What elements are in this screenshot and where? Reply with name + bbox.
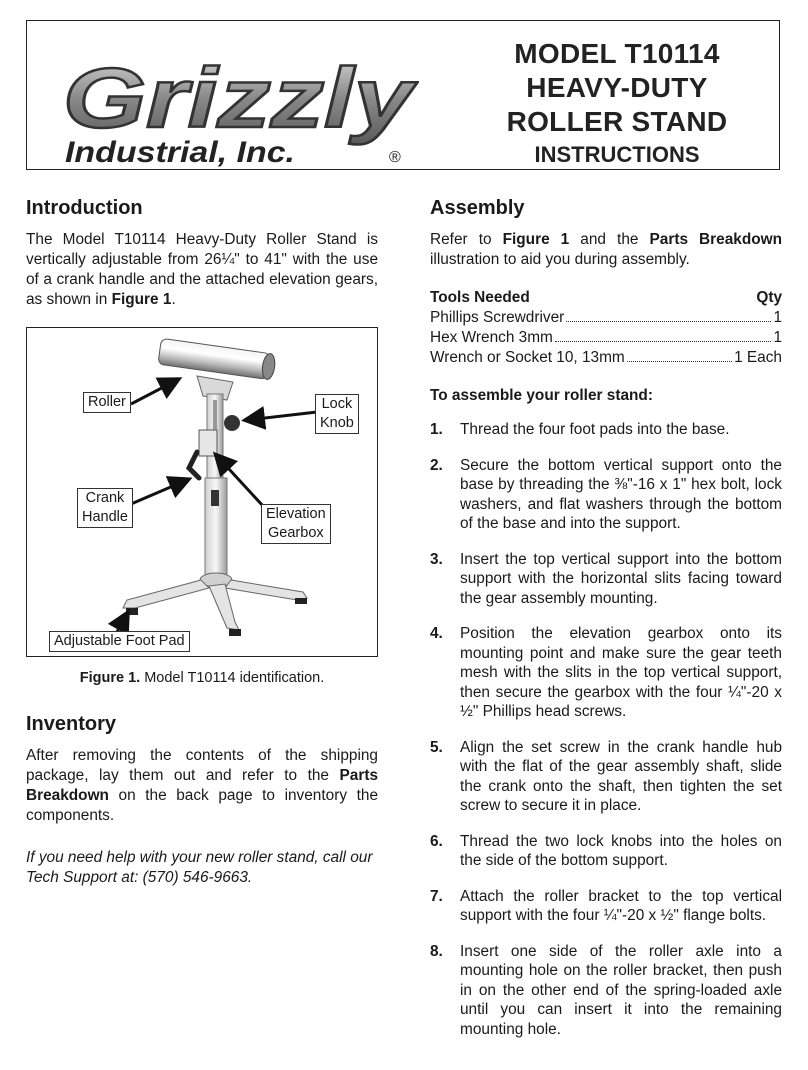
callout-roller: Roller: [83, 392, 131, 413]
inventory-text: After removing the contents of the shipping package, lay them out and refer to the Parts Breakdown on the back page to inventory the components.: [26, 747, 378, 824]
left-column: [26, 196, 378, 888]
step-item: 1. Thread the four foot pads into the base.: [430, 421, 730, 438]
instructions-label: INSTRUCTIONS: [534, 142, 700, 167]
step-item: 8. Insert one side of the roller axle into a mounting hole on the roller bracket, then push in on the other end of the spring-loaded axle until you can insert it into the remaining mounting hole.: [430, 942, 782, 1038]
logo-name: Grizzly: [63, 55, 419, 145]
tool-name: Wrench or Socket 10, 13mm: [430, 349, 625, 366]
tool-name: Hex Wrench 3mm: [430, 329, 553, 346]
logo-sub: Industrial, Inc.: [65, 136, 295, 169]
tool-row: [430, 328, 782, 348]
assemble-heading: To assemble your roller stand:: [430, 387, 653, 404]
step-item: 4. Position the elevation gearbox onto its mounting point and make sure the gear teeth mesh with the slits in the top vertical support, then secure the gearbox with the four ¼"-20 x ½" Phillips head screws.: [430, 625, 782, 720]
grizzly-logo: [59, 55, 419, 185]
tool-name: Phillips Screwdriver: [430, 309, 565, 326]
tools-table: [430, 288, 782, 368]
callout-crank-handle: Crank Handle: [77, 488, 133, 528]
callout-foot-pad: Adjustable Foot Pad: [49, 631, 190, 652]
tool-row: [430, 308, 782, 328]
tools-needed-label: Tools Needed: [430, 289, 530, 306]
title-line-1: MODEL T10114: [514, 38, 720, 69]
figure-1: [26, 327, 378, 657]
right-column: [430, 196, 782, 1039]
assembly-title: Assembly: [430, 197, 525, 219]
tool-qty: 1: [773, 329, 782, 346]
step-item: 6. Thread the two lock knobs into the holes on the side of the bottom support.: [430, 832, 782, 869]
title-line-3: ROLLER STAND: [506, 106, 728, 137]
header-box: [26, 20, 780, 170]
callout-lock-knob: Lock Knob: [315, 394, 359, 434]
step-item: 2. Secure the bottom vertical support onto the base by threading the ⅜"-16 x 1" hex bolt, lock washers, and flat washers through the bottom of the base and into the support.: [430, 456, 782, 532]
title-block: [447, 37, 787, 169]
step-item: 3. Insert the top vertical support into the bottom support with the horizontal slits facing toward the gear assembly mounting.: [430, 550, 782, 607]
figure-caption: Figure 1. Model T10114 identification.: [79, 670, 325, 686]
tools-header: [430, 288, 782, 308]
tool-qty: 1 Each: [734, 349, 782, 366]
step-item: 5. Align the set screw in the crank handle hub with the flat of the gear assembly shaft, slide the crank onto the shaft, then tighten the set screw to secure it in place.: [430, 738, 782, 814]
assembly-intro: Refer to Figure 1 and the Parts Breakdown illustration to aid you during assembly.: [430, 231, 783, 268]
tool-row: [430, 348, 782, 368]
assembly-steps: [430, 420, 782, 1039]
callout-elevation-gearbox: Elevation Gearbox: [261, 504, 331, 544]
inventory-title: Inventory: [26, 713, 117, 735]
step-item: 7. Attach the roller bracket to the top vertical support with the four ¼"-20 x ½" flange bolts.: [430, 887, 782, 924]
tool-qty: 1: [773, 309, 782, 326]
logo-reg: ®: [389, 149, 401, 166]
qty-label: Qty: [756, 289, 782, 306]
title-line-2: HEAVY-DUTY: [526, 72, 708, 103]
introduction-text: The Model T10114 Heavy-Duty Roller Stand is vertically adjustable from 26¼" to 41" with the use of a crank handle and the attached elevation gears, as shown in Figure 1.: [26, 231, 378, 308]
roller-part: [158, 338, 276, 380]
introduction-title: Introduction: [26, 197, 143, 219]
tech-support-note: If you need help with your new roller stand, call our Tech Support at: (570) 546-9663.: [26, 849, 373, 886]
